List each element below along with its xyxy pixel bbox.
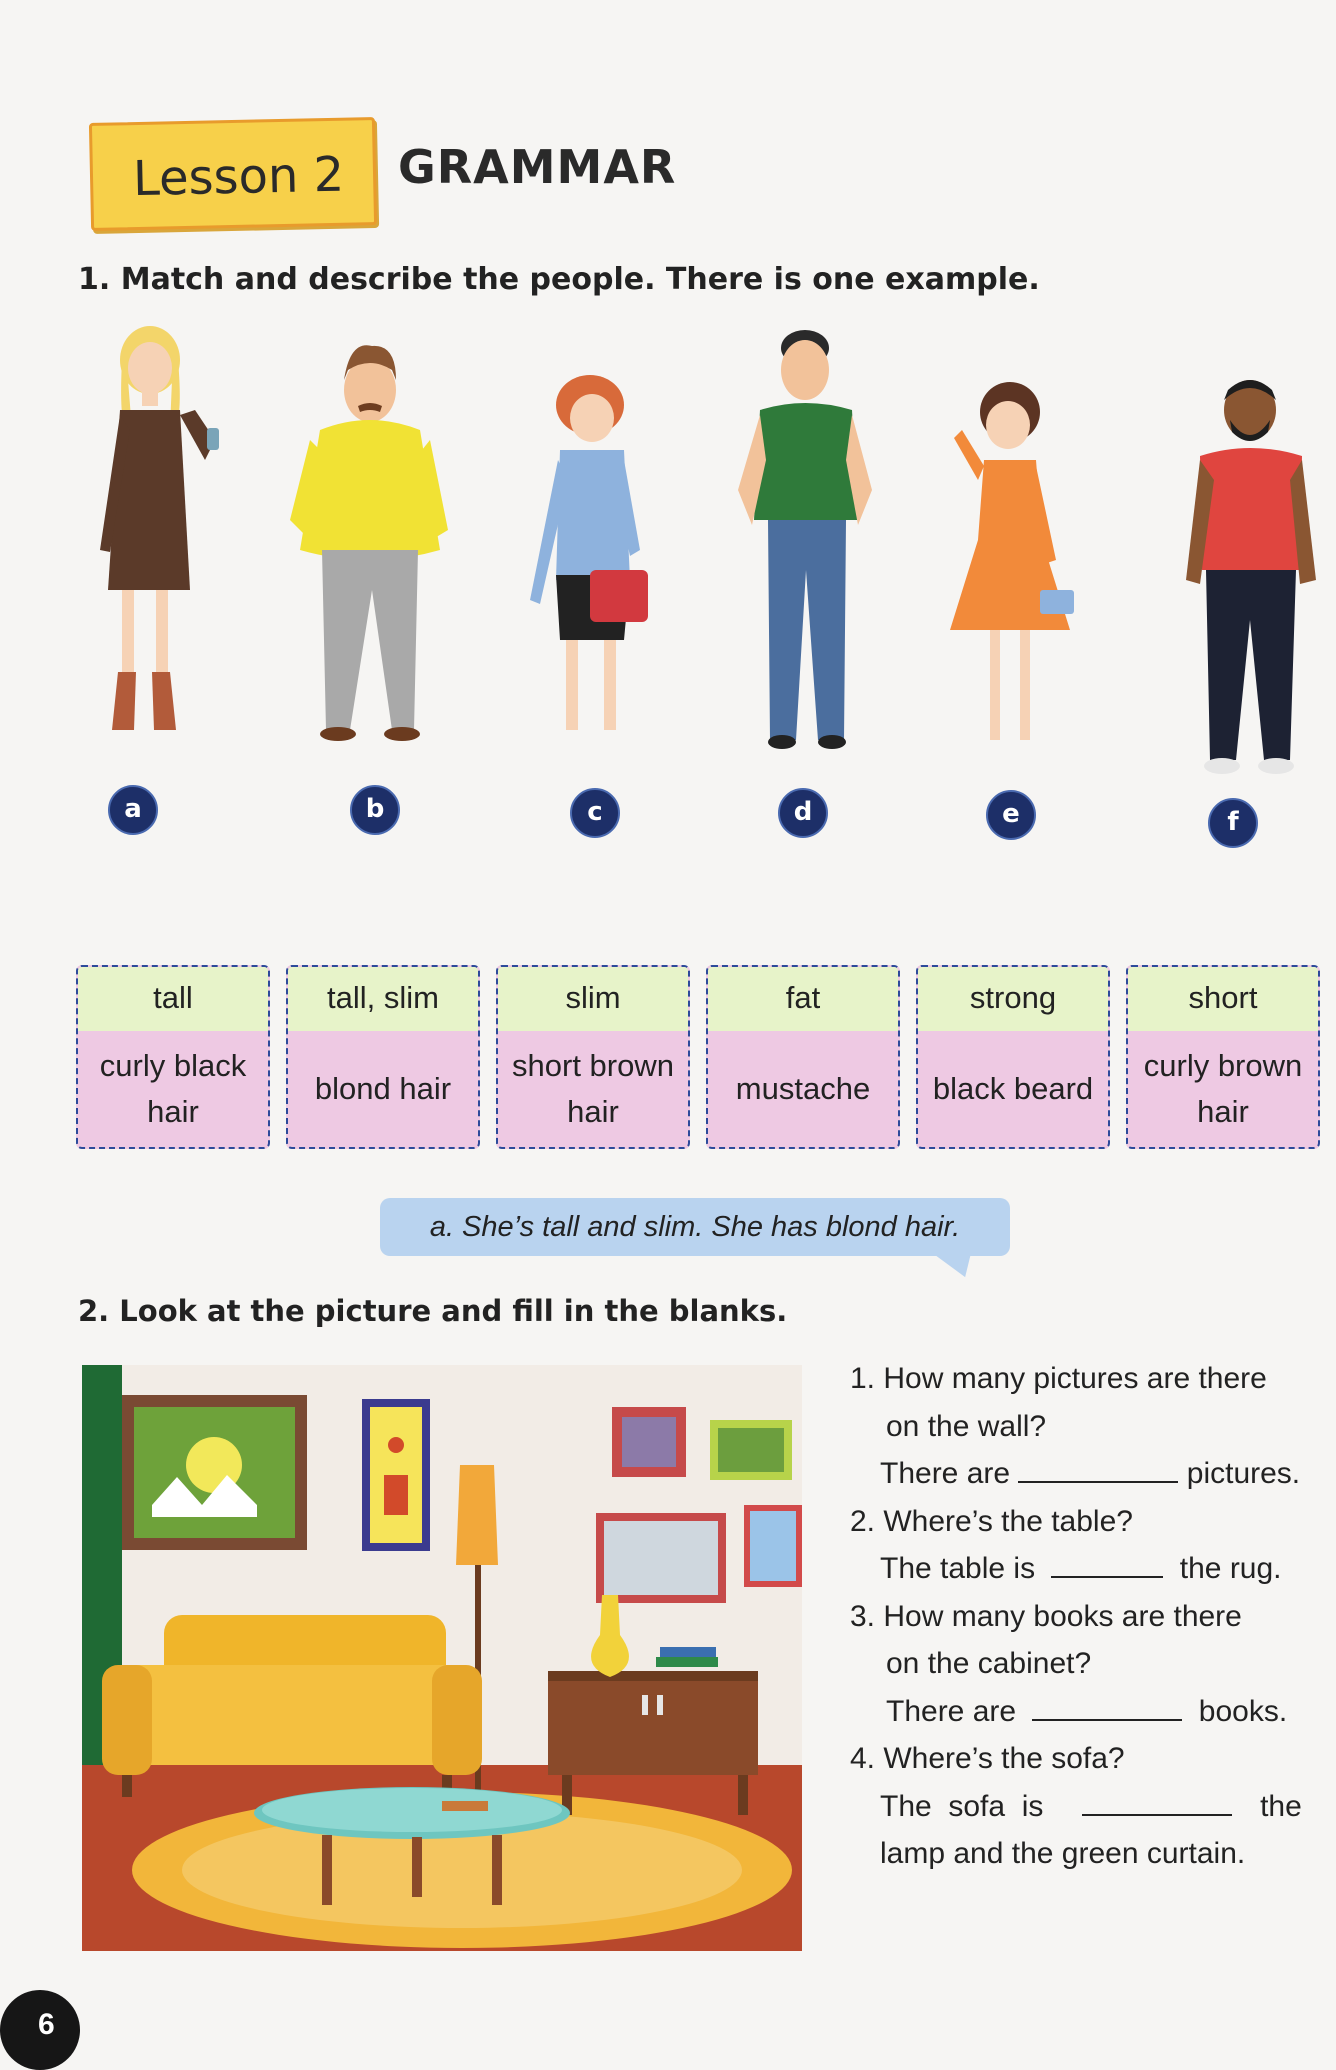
answer-1-suffix: pictures. <box>1186 1457 1301 1490</box>
letter-e: e <box>986 790 1036 840</box>
answer-4-text-cont: lamp and the green curtain. <box>880 1837 1246 1870</box>
question-4-text: 4. Where’s the sofa? <box>850 1742 1125 1775</box>
answer-2 <box>850 1545 1325 1593</box>
card-1-hair: curly black hair <box>99 1048 247 1129</box>
description-card-1 <box>76 965 270 1149</box>
question-2-text: 2. Where’s the table? <box>850 1504 1133 1538</box>
card-2-hair: blond hair <box>314 1071 452 1106</box>
people-illustration <box>0 320 1336 800</box>
person-d <box>738 330 872 749</box>
answer-4-line-2 <box>850 1830 1325 1878</box>
letter-a: a <box>108 785 158 835</box>
question-3-text: 3. How many books are there <box>850 1599 1242 1633</box>
letter-b: b <box>350 785 400 835</box>
lesson-label: Lesson 2 <box>132 146 345 208</box>
lesson-tag <box>89 117 377 231</box>
answer-4-suffix: the <box>1260 1789 1302 1823</box>
page-number-badge <box>0 1990 80 2070</box>
fill-in-questions <box>850 1355 1325 1878</box>
description-card-3 <box>496 965 690 1149</box>
answer-1 <box>850 1450 1325 1498</box>
answer-4-blank[interactable] <box>1082 1784 1232 1816</box>
answer-2-blank[interactable] <box>1051 1546 1163 1578</box>
person-b <box>290 345 448 741</box>
letter-d: d <box>778 788 828 838</box>
card-4-hair: mustache <box>735 1071 871 1106</box>
question-1-text-cont: on the wall? <box>886 1409 1047 1443</box>
books <box>660 1647 716 1657</box>
question-3-line-1 <box>850 1593 1325 1641</box>
answer-3-blank[interactable] <box>1032 1689 1182 1721</box>
answer-2-suffix: the rug. <box>1179 1552 1282 1585</box>
description-card-6 <box>1126 965 1320 1149</box>
card-4-build: fat <box>708 967 898 1031</box>
picture-flower <box>362 1399 430 1551</box>
card-3-build: slim <box>498 967 688 1031</box>
page-number: 6 <box>38 2008 55 2041</box>
card-5-hair: black beard <box>932 1071 1094 1106</box>
question-2-line <box>850 1498 1325 1546</box>
question-3-line-2 <box>850 1640 1325 1688</box>
living-room-illustration <box>82 1365 802 1951</box>
answer-3-suffix: books. <box>1198 1694 1288 1728</box>
description-card-4 <box>706 965 900 1149</box>
person-f <box>1186 380 1316 774</box>
person-e <box>950 382 1074 740</box>
question-1-line-1 <box>850 1355 1325 1403</box>
card-2-build: tall, slim <box>288 967 478 1031</box>
answer-3 <box>850 1688 1325 1736</box>
answer-4-prefix: The sofa is <box>880 1789 1044 1823</box>
card-1-build: tall <box>78 967 268 1031</box>
card-5-build: strong <box>918 967 1108 1031</box>
example-bubble: a. She’s tall and slim. She has blond hair. <box>380 1198 1010 1256</box>
exercise-1-instruction: 1. Match and describe the people. There is one example. <box>78 262 1040 297</box>
description-card-2 <box>286 965 480 1149</box>
question-3-text-cont: on the cabinet? <box>886 1647 1092 1680</box>
exercise-2-instruction: 2. Look at the picture and fill in the blanks. <box>78 1294 788 1328</box>
answer-4 <box>850 1783 1325 1831</box>
card-3-hair: short brown hair <box>512 1048 674 1129</box>
letter-c: c <box>570 788 620 838</box>
section-title: GRAMMAR <box>398 140 677 194</box>
picture-landscape <box>122 1395 307 1550</box>
answer-3-prefix: There are <box>886 1694 1017 1728</box>
answer-1-blank[interactable] <box>1018 1451 1178 1483</box>
question-1-text: 1. How many pictures are there <box>850 1362 1267 1395</box>
person-a <box>100 326 219 730</box>
answer-2-prefix: The table is <box>880 1552 1036 1585</box>
description-card-5 <box>916 965 1110 1149</box>
person-c <box>530 375 648 730</box>
letter-f: f <box>1208 798 1258 848</box>
card-6-build: short <box>1128 967 1318 1031</box>
card-6-hair: curly brown hair <box>1143 1048 1303 1129</box>
question-4-line <box>850 1735 1325 1783</box>
answer-1-prefix: There are <box>880 1457 1011 1490</box>
question-1-line-2 <box>850 1403 1325 1451</box>
